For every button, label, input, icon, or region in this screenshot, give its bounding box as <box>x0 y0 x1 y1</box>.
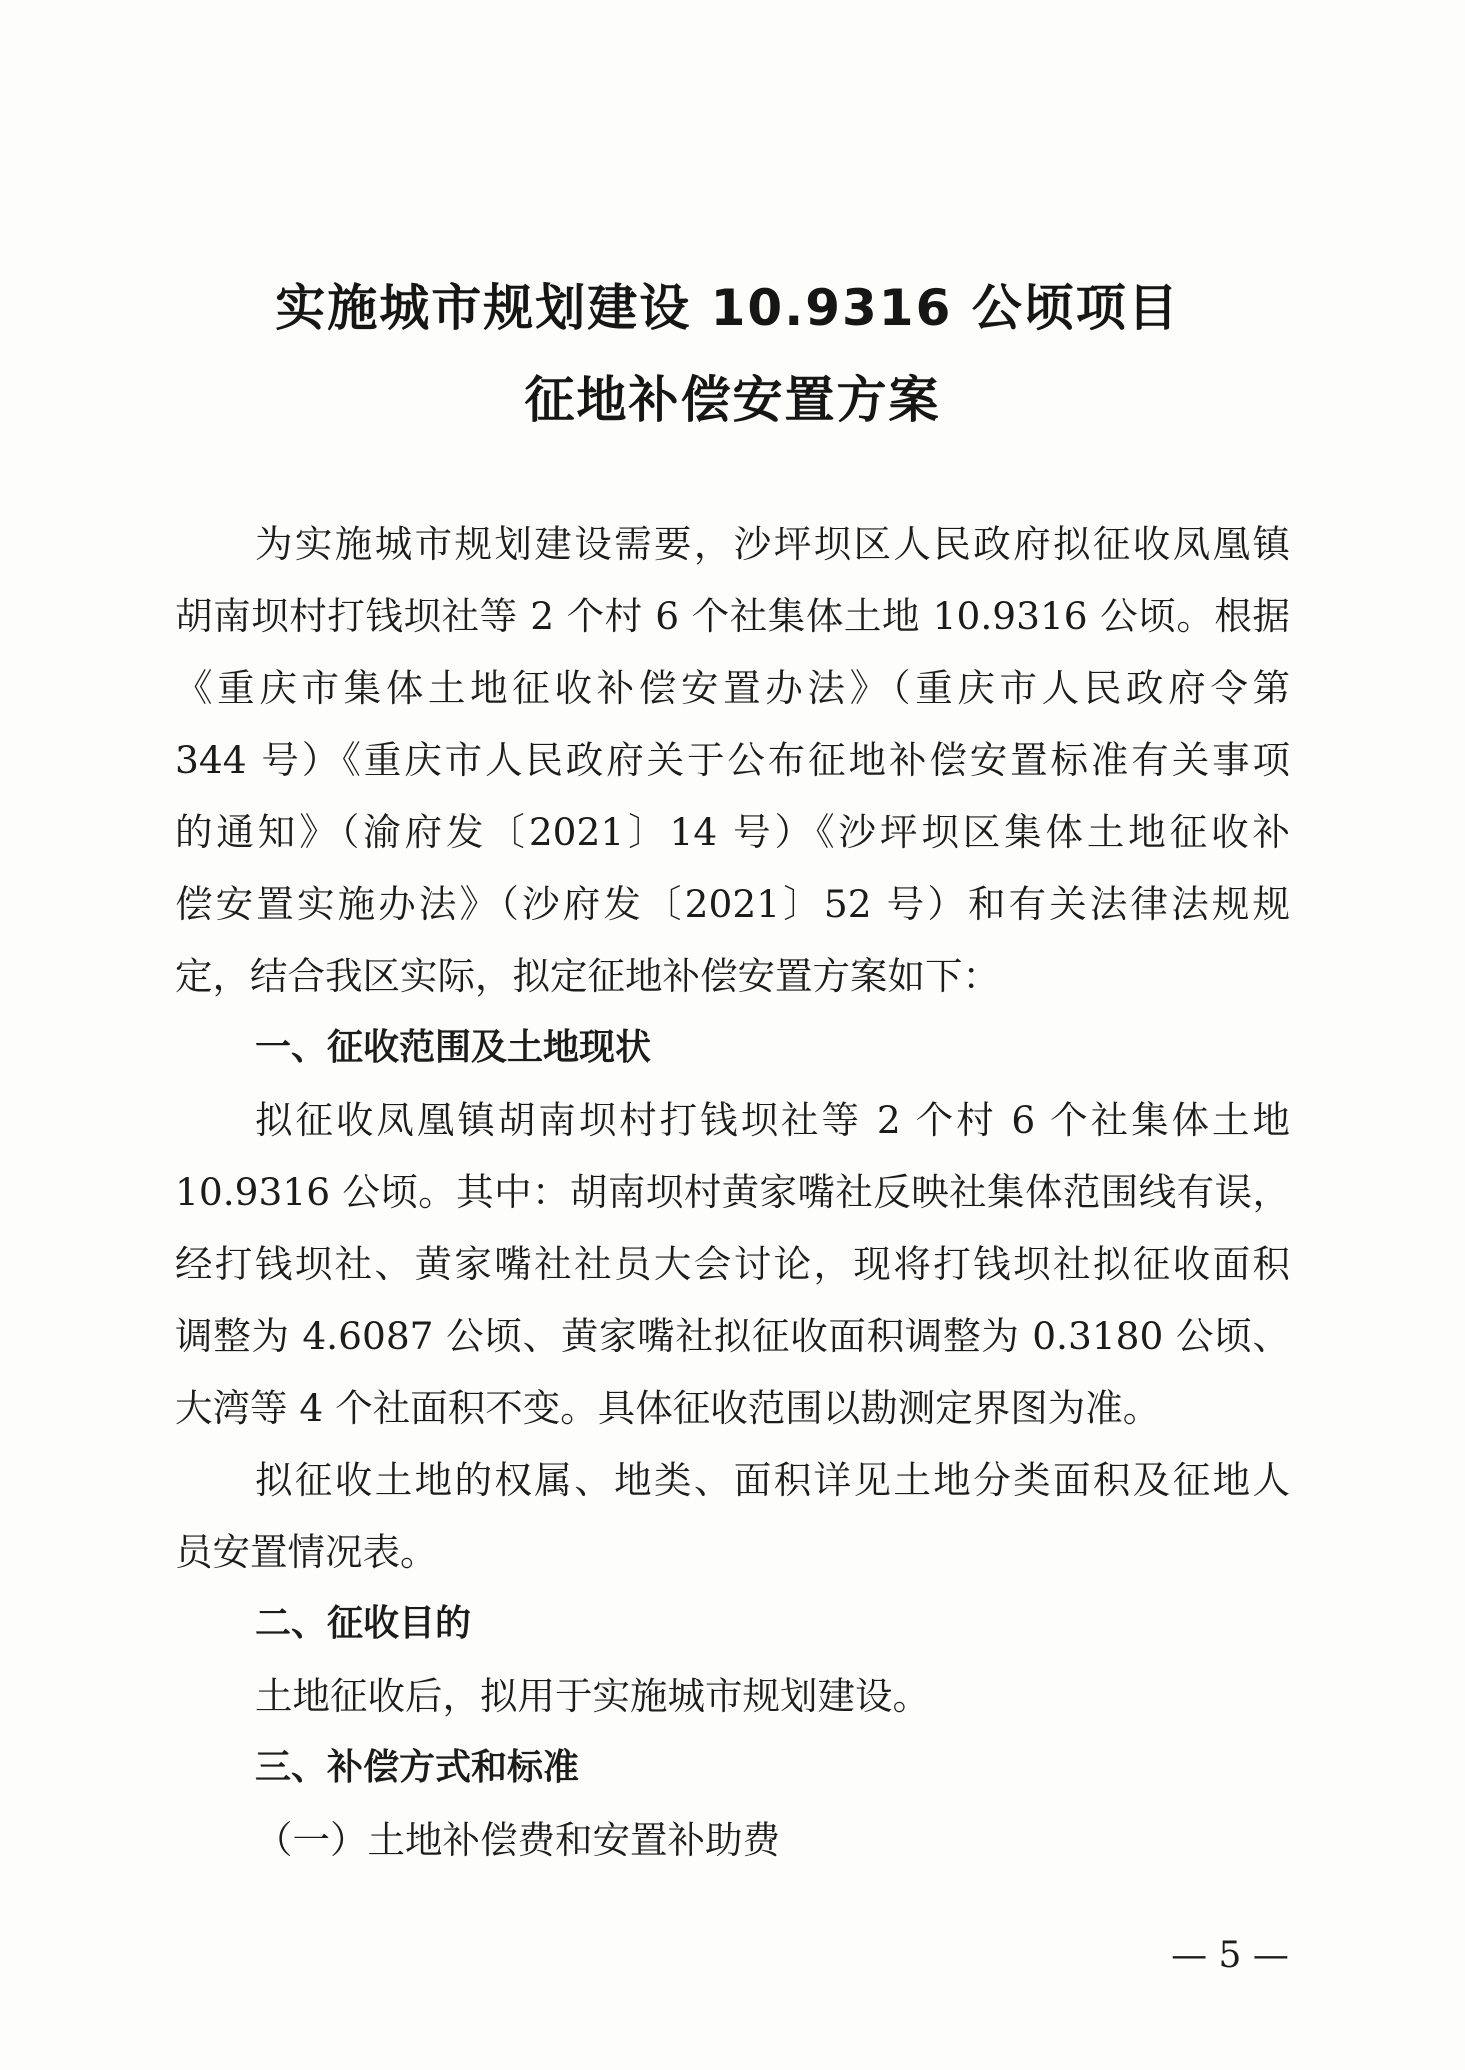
section-heading-2: 二、征收目的 <box>255 1603 472 1644</box>
body-line-7: 定，结合我区实际，拟定征地补偿安置方案如下： <box>175 954 1000 998</box>
body-line-11: 经打钱坝社、黄家嘴社社员大会讨论，现将打钱坝社拟征收面积 <box>175 1242 1290 1286</box>
subsection-heading-1: （一）土地补偿费和安置补助费 <box>255 1818 780 1862</box>
body-line-14: 拟征收土地的权属、地类、面积详见土地分类面积及征地人 <box>255 1458 1290 1502</box>
body-line-12: 调整为 4.6087 公顷、黄家嘴社拟征收面积调整为 0.3180 公顷、 <box>175 1314 1290 1358</box>
body-line-4: 344 号）《重庆市人民政府关于公布征地补偿安置标准有关事项 <box>175 738 1290 782</box>
body-line-17: 土地征收后，拟用于实施城市规划建设。 <box>255 1674 930 1718</box>
document-title-line-2: 征地补偿安置方案 <box>524 371 941 429</box>
body-line-5: 的通知》（渝府发〔2021〕14 号）《沙坪坝区集体土地征收补 <box>175 810 1290 854</box>
section-heading-3: 三、补偿方式和标准 <box>255 1747 580 1788</box>
body-line-9: 拟征收凤凰镇胡南坝村打钱坝社等 2 个村 6 个社集体土地 <box>255 1098 1290 1142</box>
body-line-2: 胡南坝村打钱坝社等 2 个村 6 个社集体土地 10.9316 公顷。根据 <box>175 594 1290 638</box>
section-heading-1: 一、征收范围及土地现状 <box>255 1027 652 1068</box>
body-line-15: 员安置情况表。 <box>175 1530 438 1574</box>
body-line-1: 为实施城市规划建设需要，沙坪坝区人民政府拟征收凤凰镇 <box>255 522 1290 566</box>
body-line-3: 《重庆市集体土地征收补偿安置办法》（重庆市人民政府令第 <box>175 666 1290 710</box>
body-line-6: 偿安置实施办法》（沙府发〔2021〕52 号）和有关法律法规规 <box>175 882 1290 926</box>
document-title-line-1: 实施城市规划建设 10.9316 公顷项目 <box>275 279 1180 337</box>
page-number: — 5 — <box>1171 1935 1289 1976</box>
body-line-10: 10.9316 公顷。其中：胡南坝村黄家嘴社反映社集体范围线有误， <box>175 1170 1290 1214</box>
body-line-13: 大湾等 4 个社面积不变。具体征收范围以勘测定界图为准。 <box>175 1386 1161 1430</box>
